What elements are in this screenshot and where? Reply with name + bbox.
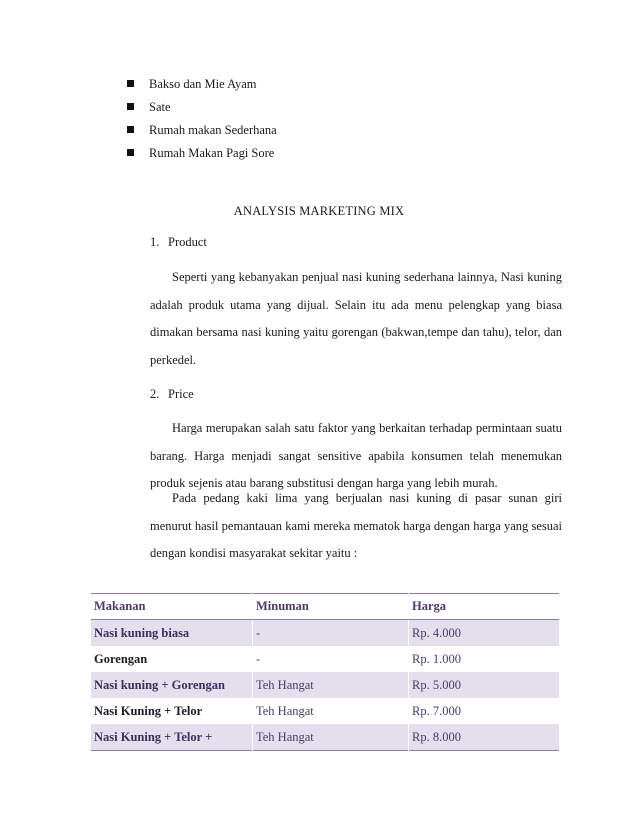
header-cell-makanan: Makanan xyxy=(91,594,253,620)
cell-harga: Rp. 5.000 xyxy=(409,672,560,698)
cell-makanan: Nasi kuning biasa xyxy=(91,620,253,647)
square-bullet-icon xyxy=(127,149,134,156)
cell-minuman: - xyxy=(253,646,409,672)
list-item xyxy=(127,118,277,141)
paragraph-text: Harga merupakan salah satu faktor yang berkaitan terhadap permintaan suatu barang. Harga menjadi sangat sensitive apabila konsumen telah menemukan produk sejenis atau barang substitusi dengan harga yang lebih murah. xyxy=(150,421,562,490)
table-row xyxy=(91,724,559,751)
bullet-text: Rumah Makan Pagi Sore xyxy=(149,145,275,160)
header-cell-minuman: Minuman xyxy=(253,594,409,620)
bullet-text: Rumah makan Sederhana xyxy=(149,122,277,137)
list-item xyxy=(127,95,277,118)
cell-harga: Rp. 4.000 xyxy=(409,620,560,647)
header-cell-harga: Harga xyxy=(409,594,560,620)
table-row xyxy=(91,620,559,647)
heading-label: Product xyxy=(168,235,207,249)
table-row xyxy=(91,646,559,672)
cell-minuman: Teh Hangat xyxy=(253,698,409,724)
price-table xyxy=(91,593,559,751)
heading-product xyxy=(150,235,207,250)
section-title: ANALYSIS MARKETING MIX xyxy=(233,204,405,218)
paragraph-text: Seperti yang kebanyakan penjual nasi kuning sederhana lainnya, Nasi kuning adalah produk utama yang dijual. Selain itu ada menu pelengkap yang biasa dimakan bersama nasi kuning yaitu gorengan (bakwan,tempe dan tahu), telor, dan perkedel. xyxy=(150,270,562,367)
cell-makanan: Nasi kuning + Gorengan xyxy=(91,672,253,698)
cell-minuman: Teh Hangat xyxy=(253,724,409,751)
heading-number: 2. xyxy=(150,387,160,401)
bullet-text: Sate xyxy=(149,99,171,114)
cell-harga: Rp. 1.000 xyxy=(409,646,560,672)
square-bullet-icon xyxy=(127,126,134,133)
square-bullet-icon xyxy=(127,103,134,110)
paragraph-text: Pada pedang kaki lima yang berjualan nasi kuning di pasar sunan giri menurut hasil pemantauan kami mereka mematok harga dengan harga yang sesuai dengan kondisi masyarakat sekitar yaitu : xyxy=(150,491,562,560)
cell-minuman: Teh Hangat xyxy=(253,672,409,698)
list-item xyxy=(127,72,277,95)
cell-makanan: Nasi Kuning + Telor + xyxy=(91,724,253,751)
cell-makanan: Gorengan xyxy=(94,651,148,666)
cell-makanan: Nasi Kuning + Telor xyxy=(94,703,203,718)
bullet-text: Bakso dan Mie Ayam xyxy=(149,76,257,91)
list-item xyxy=(127,141,277,164)
square-bullet-icon xyxy=(127,80,134,87)
paragraph-product xyxy=(150,264,562,374)
cell-harga: Rp. 7.000 xyxy=(409,698,560,724)
table-row xyxy=(91,672,559,698)
paragraph-price-2 xyxy=(150,485,562,568)
heading-number: 1. xyxy=(150,235,160,249)
heading-label: Price xyxy=(168,387,194,401)
bullet-list xyxy=(127,72,277,164)
heading-price xyxy=(150,387,194,402)
table-header-row xyxy=(91,594,559,620)
cell-harga: Rp. 8.000 xyxy=(409,724,560,751)
cell-minuman: - xyxy=(253,620,409,647)
table-row xyxy=(91,698,559,724)
